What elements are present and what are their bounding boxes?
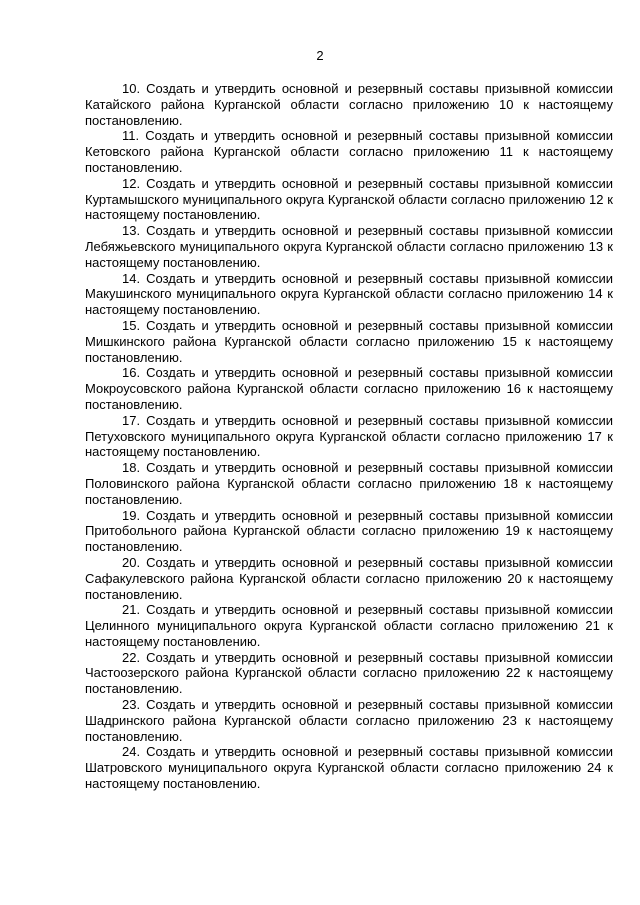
paragraph-item-23: 23. Создать и утвердить основной и резервный составы призывной комиссии Шадринского района Курганской области согласно приложению 23 к настоящему постановлению. [85,697,613,744]
paragraph-item-11: 11. Создать и утвердить основной и резервный составы призывной комиссии Кетовского района Курганской области согласно приложению 11 к настоящему постановлению. [85,128,613,175]
paragraph-item-18: 18. Создать и утвердить основной и резервный составы призывной комиссии Половинского района Курганской области согласно приложению 18 к настоящему постановлению. [85,460,613,507]
paragraph-item-10: 10. Создать и утвердить основной и резервный составы призывной комиссии Катайского района Курганской области согласно приложению 10 к настоящему постановлению. [85,81,613,128]
document-body [85,81,613,792]
paragraph-item-17: 17. Создать и утвердить основной и резервный составы призывной комиссии Петуховского муниципального округа Курганской области согласно приложению 17 к настоящему постановлению. [85,412,613,460]
paragraph-item-22: 22. Создать и утвердить основной и резервный составы призывной комиссии Частоозерского района Курганской области согласно приложению 22 к настоящему постановлению. [85,649,613,697]
paragraph-item-21: 21. Создать и утвердить основной и резервный составы призывной комиссии Целинного муниципального округа Курганской области согласно приложению 21 к настоящему постановлению. [85,602,613,649]
paragraph-item-14: 14. Создать и утвердить основной и резервный составы призывной комиссии Макушинского муниципального округа Курганской области согласно приложению 14 к настоящему постановлению. [85,270,613,318]
paragraph-item-20: 20. Создать и утвердить основной и резервный составы призывной комиссии Сафакулевского района Курганской области согласно приложению 20 к настоящему постановлению. [85,554,613,602]
paragraph-item-15: 15. Создать и утвердить основной и резервный составы призывной комиссии Мишкинского района Курганской области согласно приложению 15 к настоящему постановлению. [85,317,613,365]
paragraph-item-24: 24. Создать и утвердить основной и резервный составы призывной комиссии Шатровского муниципального округа Курганской области согласно приложению 24 к настоящему постановлению. [85,744,613,792]
paragraph-item-19: 19. Создать и утвердить основной и резервный составы призывной комиссии Притобольного района Курганской области согласно приложению 19 к настоящему постановлению. [85,507,613,555]
paragraph-item-16: 16. Создать и утвердить основной и резервный составы призывной комиссии Мокроусовского района Курганской области согласно приложению 16 к настоящему постановлению. [85,365,613,412]
paragraph-item-12: 12. Создать и утвердить основной и резервный составы призывной комиссии Куртамышского муниципального округа Курганской области согласно приложению 12 к настоящему постановлению. [85,175,613,223]
page-number: 2 [316,48,324,63]
paragraph-item-13: 13. Создать и утвердить основной и резервный составы призывной комиссии Лебяжьевского муниципального округа Курганской области согласно приложению 13 к настоящему постановлению. [85,223,613,270]
